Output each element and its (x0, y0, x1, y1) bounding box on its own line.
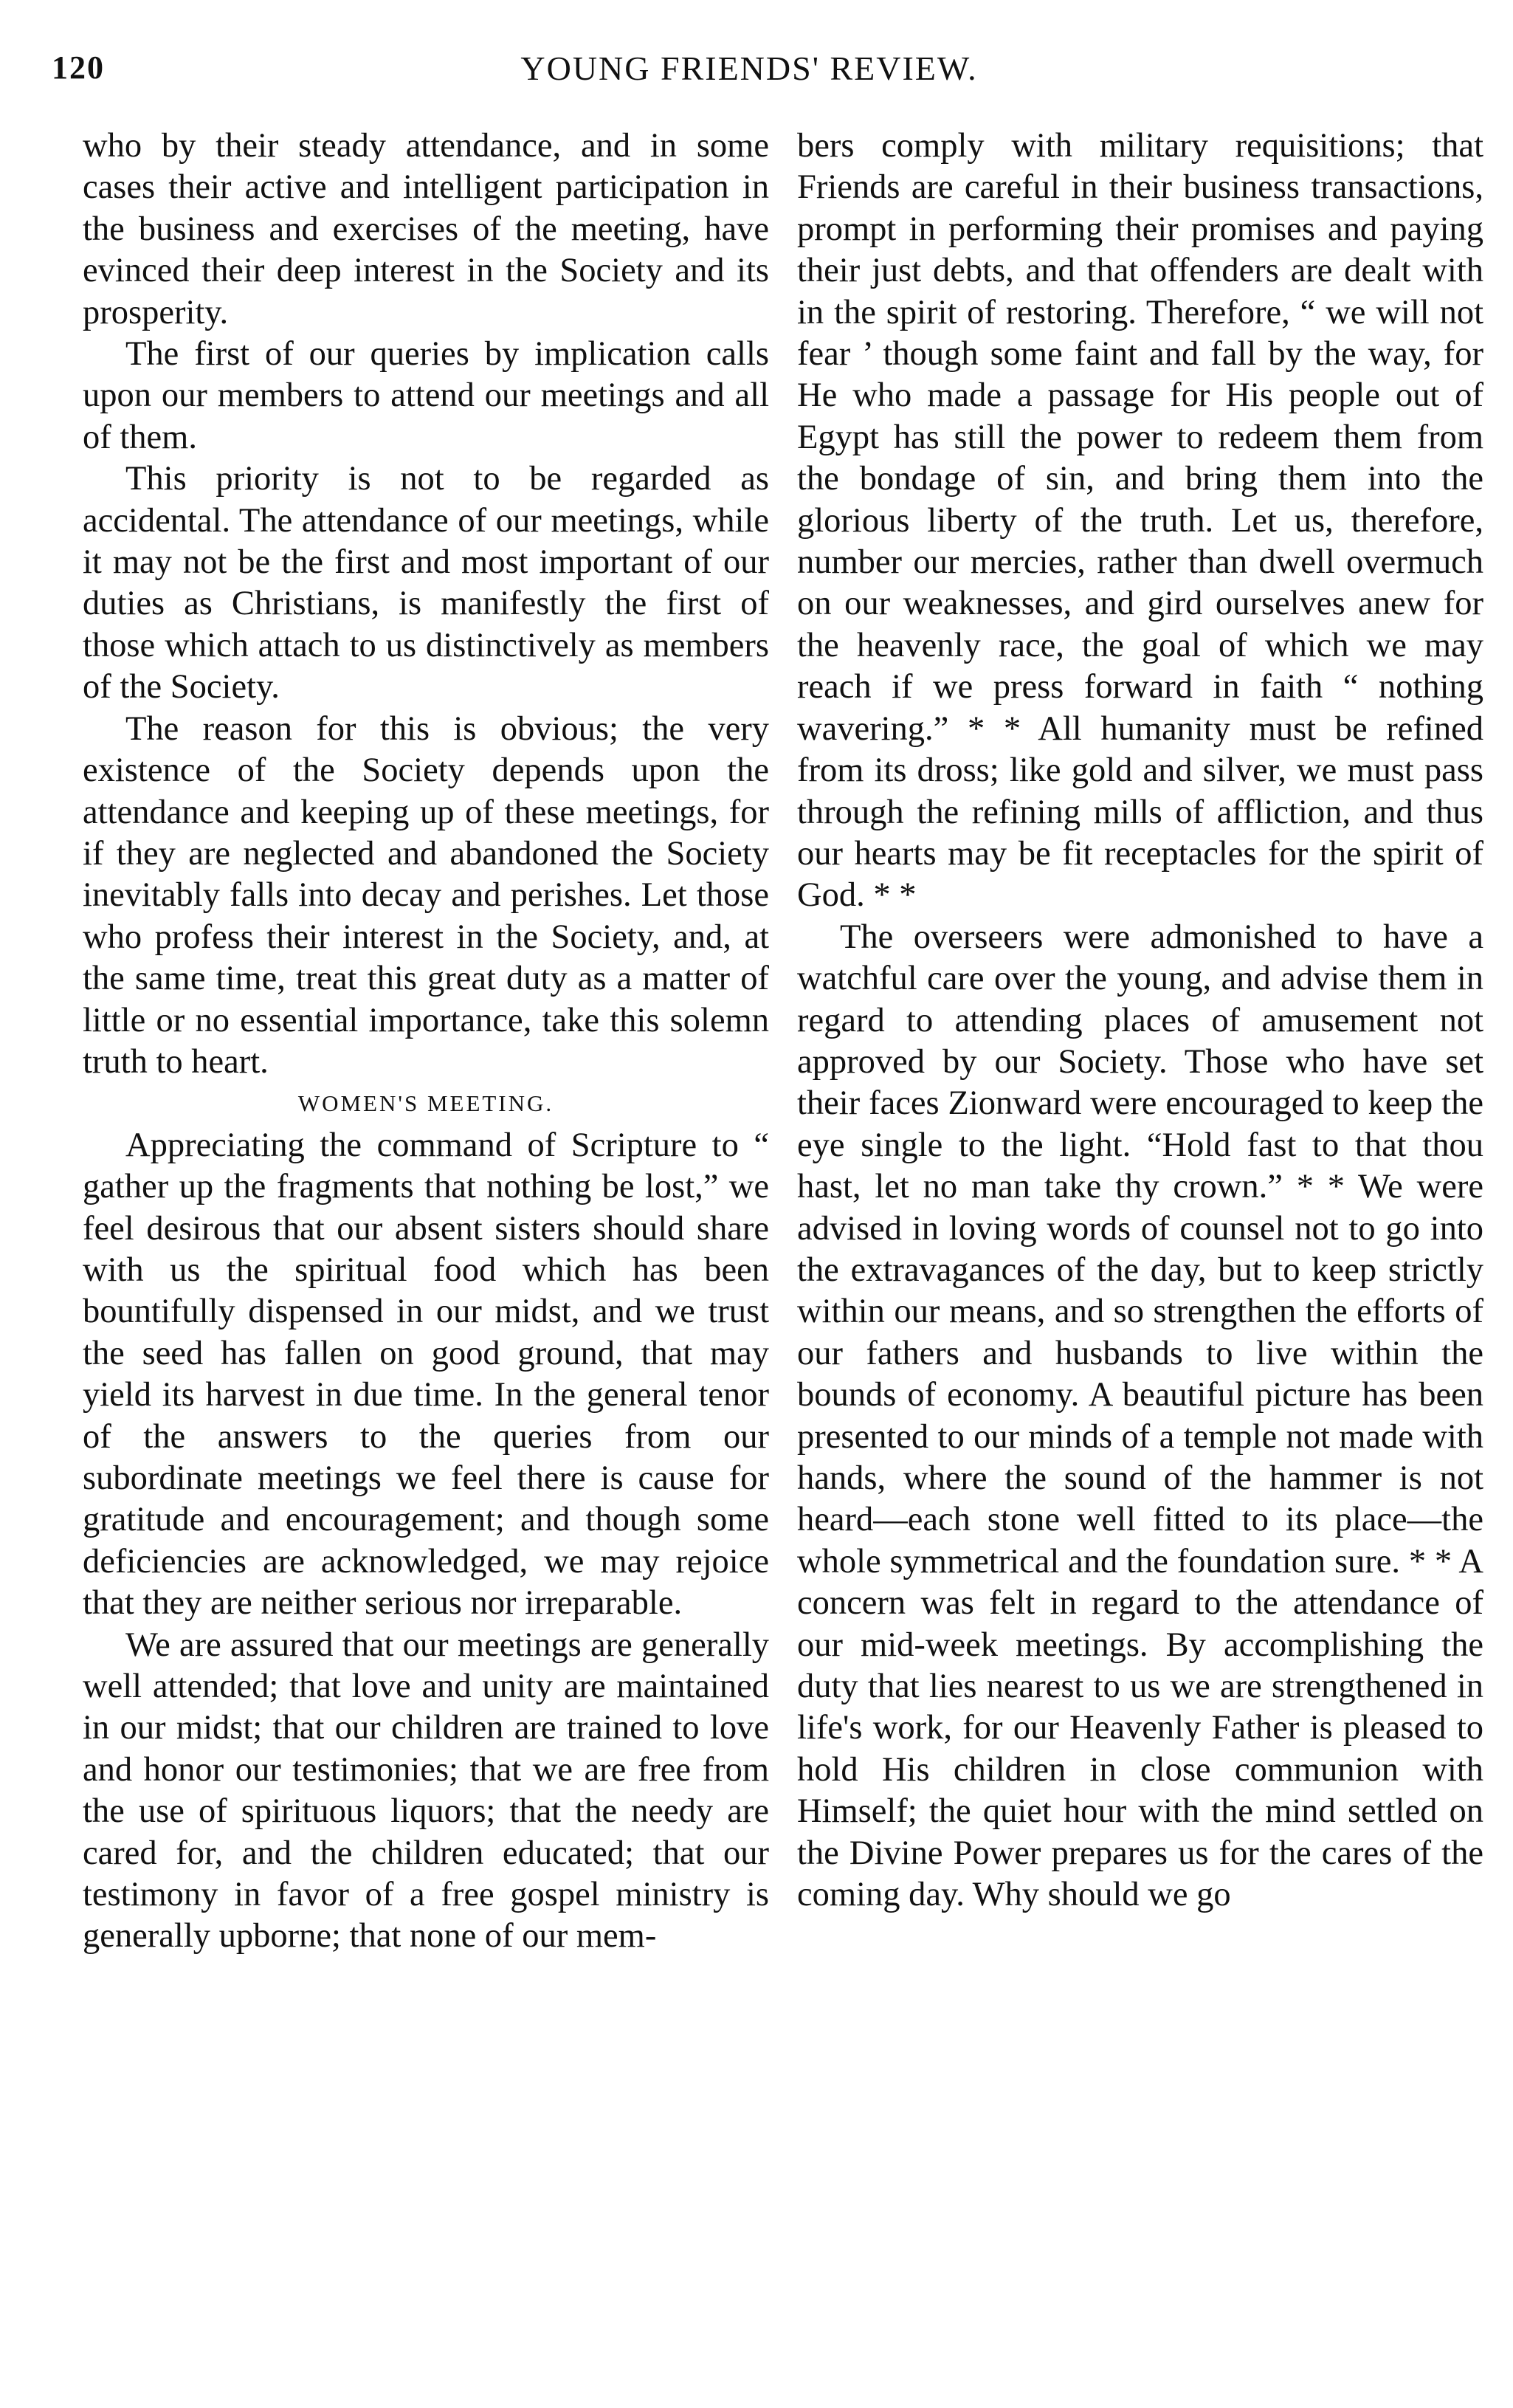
running-title: YOUNG FRIENDS' REVIEW. (520, 49, 978, 87)
left-paragraph-1: who by their steady attendance, and in some cases their active and intelligent participation in the business and exercises of the meeting, have evinced their deep interest in the Society and its prosperity. (83, 127, 769, 331)
left-paragraph-6: We are assured that our meetings are generally well attended; that love and unity are maintained in our midst; that our children are trained to love and honor our testimonies; that we are free from the use of spirituous liquors; that the needy are cared for, and the children educated; that our testimony in favor of a free gospel ministry is generally upborne; that none of our mem- (83, 1626, 769, 1955)
right-paragraph-2: The overseers were admonished to have a watchful care over the young, and advise them in regard to attending places of amusement not approved by our Society. Those who have set their faces Zionward were encouraged to keep the eye single to the light. “Hold fast to that thou hast, let no man take thy crown.” * * We were advised in loving words of counsel not to go into the extravagances of the day, but to keep strictly within our means, and so strengthen the efforts of our fathers and husbands to live within the bounds of economy. A beautiful picture has been presented to our minds of a temple not made with hands, where the sound of the hammer is not heard—each stone well fitted to its place—the whole symmetrical and the foundation sure. * * A concern was felt in regard to the attendance of our mid-week meetings. By accomplishing the duty that lies nearest to us we are strengthened in life's work, for our Heavenly Father is pleased to hold His children in close communion with Himself; the quiet hour with the mind settled on the Divine Power prepares us for the cares of the coming day. Why should we go (797, 918, 1483, 1914)
left-column (83, 125, 769, 1958)
right-column (797, 125, 1483, 1916)
left-paragraph-5: Appreciating the command of Scripture to “ gather up the fragments that nothing be lost,” we feel desirous that our absent sisters should share with us the spiritual food which has been bountifully dispensed in our midst, and we trust the seed has fallen on good ground, that may yield its harvest in due time. In the general tenor of the answers to the queries from our subordinate meetings we feel there is cause for gratitude and encouragement; and though some deficiencies are acknowledged, we may rejoice that they are neither serious nor irreparable. (83, 1126, 769, 1623)
page-number: 120 (52, 49, 105, 86)
left-paragraph-3: This priority is not to be regarded as accidental. The attendance of our meetings, while it may not be the first and most important of our duties as Christians, is manifestly the first of those which attach to us distinctively as members of the Society. (83, 460, 769, 706)
right-paragraph-1: bers comply with military requisitions; that Friends are careful in their business transactions, prompt in performing their promises and paying their just debts, and that offenders are dealt with in the spirit of restoring. Therefore, “ we will not fear ’ though some faint and fall by the way, for He who made a passage for His people out of Egypt has still the power to redeem them from the bondage of sin, and bring them into the glorious liberty of the truth. Let us, therefore, number our mercies, rather than dwell overmuch on our weaknesses, and gird ourselves anew for the heavenly race, the goal of which we may reach if we press forward in faith “ nothing wavering.” * * All humanity must be refined from its dross; like gold and silver, we must pass through the refining mills of affliction, and thus our hearts may be fit receptacles for the spirit of God. * * (797, 127, 1483, 915)
left-paragraph-4: The reason for this is obvious; the very existence of the Society depends upon the attendance and keeping up of these meetings, for if they are neglected and abandoned the Society inevitably falls into decay and perishes. Let those who profess their interest in the Society, and, at the same time, treat this great duty as a matter of little or no essential importance, take this solemn truth to heart. (83, 709, 769, 1081)
page-header (52, 49, 1447, 93)
section-heading-womens-meeting: WOMEN'S MEETING. (297, 1090, 554, 1117)
left-paragraph-2: The first of our queries by implication calls upon our members to attend our meetings and all of them. (83, 335, 769, 456)
